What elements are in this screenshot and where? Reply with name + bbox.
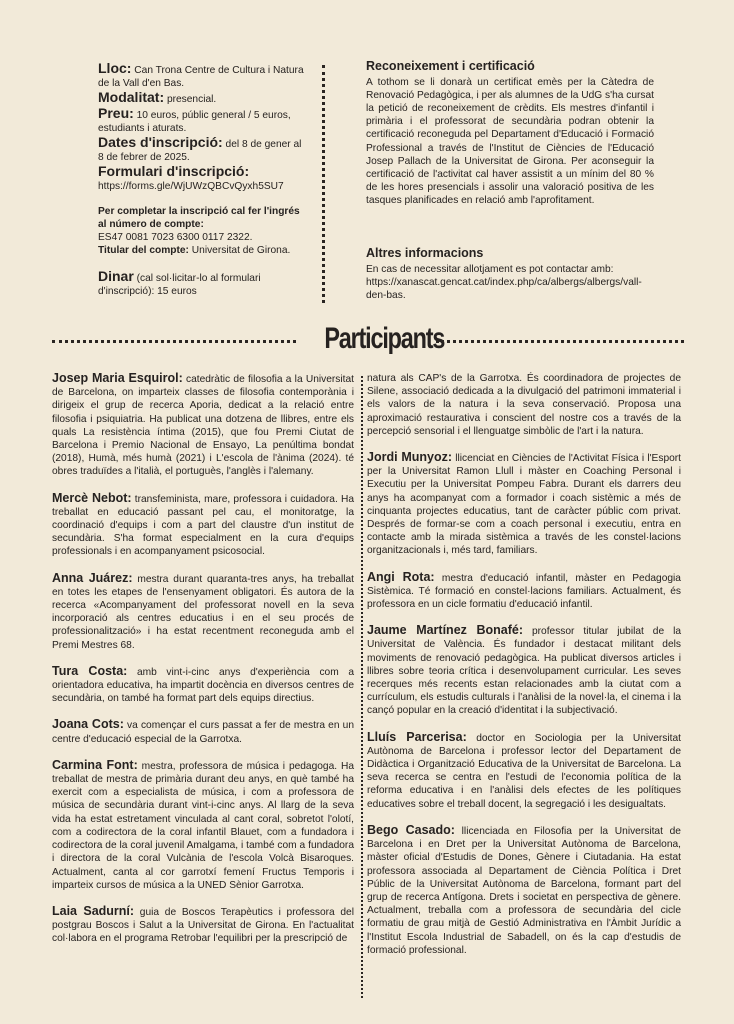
dotted-rule-right — [436, 340, 684, 343]
info-preu — [98, 107, 308, 135]
info-label: Dates d'inscripció: — [98, 134, 223, 150]
info-label: Lloc: — [98, 60, 132, 76]
participant-entry — [52, 665, 354, 706]
info-value: (cal sol·licitar-lo al formulari d'inscripció): 15 euros — [98, 273, 261, 297]
titular-label: Titular del compte: — [98, 245, 189, 256]
participant-name: Joana Cots: — [52, 717, 124, 732]
participant-name: Laia Sadurní: — [52, 903, 135, 918]
info-value: presencial. — [166, 94, 217, 105]
participant-entry — [52, 492, 354, 559]
participant-bio: mestra d'educació infantil, màster en Pedagogia Sistèmica. Té formació en constel·lacions familiars. Actualment, és professora en un cicle formatiu d'educació infantil. — [367, 572, 681, 611]
participants-left-column — [52, 372, 354, 959]
participant-entry — [52, 718, 354, 745]
participant-bio: mestra durant quaranta-tres anys, ha treballat en totes les etapes de l'ensenyament obligatori. És autora de la recerca «Acompanyament del professorat novell en la seva incorporació als centres educatius i en el seu procés de professionalització» i ha estat recentment reconeguda amb el Premi Mestres 68. — [52, 573, 354, 651]
info-dinar — [98, 270, 308, 298]
payment-line: Per completar la inscripció cal fer l'ingrés al número de compte: — [98, 206, 300, 230]
info-label: Formulari d'inscripció: — [98, 163, 250, 179]
info-label: Modalitat: — [98, 89, 165, 105]
certification-title: Reconeixement i certificació — [366, 59, 535, 73]
participant-name: Jaume Martínez Bonafé: — [367, 623, 524, 638]
participant-bio: catedràtic de filosofia a la Universitat de Barcelona, on imparteix classes de filosofia contemporània i dirigeix el grup de recerca Aporia, dedicat a la relació entre filosofia i psiquiatria. Ha publicat una dotzena de llibres, entre els quals La resistència íntima (2015), que fou Premi Ciutat de Barcelona i Premio Nacional de Ensayo, La penúltima bondat (2018), Humà, més humà (2021) i L'escola de l'ànima (2024). té obres traduïdes a l'italià, el portuguès, l'anglès i l'alemany. — [52, 374, 354, 478]
vertical-divider — [322, 65, 325, 303]
info-label: Dinar — [98, 268, 134, 284]
participant-entry — [52, 572, 354, 652]
participant-entry — [367, 824, 681, 957]
info-modalitat — [98, 91, 308, 106]
participant-entry — [52, 759, 354, 892]
column-divider — [361, 376, 363, 998]
participant-entry — [367, 372, 681, 438]
other-info — [366, 247, 654, 302]
participant-bio: amb vint-i-cinc anys d'experiència com a orientadora educativa, ha impartit docència en diversos centres de secundària, on també ha format part dels equips directius. — [52, 666, 354, 705]
participant-entry — [52, 372, 354, 479]
participant-name: Carmina Font: — [52, 757, 138, 772]
form-link[interactable]: https://forms.gle/WjUWzQBCvQyxh5SU7 — [98, 181, 284, 192]
participant-name: Bego Casado: — [367, 822, 455, 837]
dotted-rule-left — [52, 340, 296, 343]
titular-value: Universitat de Girona. — [191, 245, 291, 256]
info-value: Can Trona Centre de Cultura i Natura de la Vall d'en Bas. — [98, 65, 304, 89]
participant-name: Angi Rota: — [367, 569, 435, 584]
certification-text: A tothom se li donarà un certificat emès per la Càtedra de Renovació Pedagògica, i per als alumnes de la UdG s'ha cursat la petició de reconeixement de crèdits. Els mestres d'infantil i primària i el professorat de secundària podran obtenir la certificació reconeguda pel Departament d'Educació i Formació Professional a través de l'Institut de Ciències de l'Educació Josep Pallach de la Universitat de Girona. Per aconseguir la certificació de l'activitat cal haver assistit a un mínim del 80 % de les hores presencials i assolir una valoració positiva de les tasques planificades en relació amb l'aprofitament. — [366, 77, 654, 206]
info-block — [98, 62, 308, 298]
participant-name: Lluís Parcerisa: — [367, 729, 467, 744]
section-title: Participants — [324, 322, 445, 355]
participant-entry — [367, 451, 681, 558]
info-dates — [98, 136, 308, 164]
participant-entry — [367, 571, 681, 612]
participant-bio: transfeminista, mare, professora i cuidadora. Ha treballat en educació passant pel cau, el monitoratge, la coordinació d'equips i com a part del claustre d'un institut de secundària. S'ha format especialment en la cura d'equips professionals i en acompanyament psicosocial. — [52, 493, 354, 558]
info-value: del 8 de gener al 8 de febrer de 2025. — [98, 139, 302, 163]
participant-entry — [367, 731, 681, 811]
participant-bio: doctor en Sociologia per la Universitat Autònoma de Barcelona i professor lector del Departament de Didàctica i Organització Educativa de la Universitat de Barcelona. La seva recerca se centra en l'estudi de l'economia política de la reforma educativa i en l'anàlisi dels efectes de les polítiques educatives sobre el treball docent, la segregació i les desigualtats. — [367, 732, 681, 810]
participant-bio: mestra, professora de música i pedagoga. Ha treballat de mestra de primària durant deu anys, en què també ha exercit com a especialista de música, i com a professora de música de secundària durant vint-i-cinc anys. Al llarg de la seva vida ha estat estretament vinculada al cant coral, sobretot l'olotí, com a codirectora de la coral infantil Blauet, com a fundadora i codirectora de la coral juvenil Amalgama, i també com a fundadora i directora de la coral Vulcània de l'escola Volcà Bisaroques. Actualment, canta al cor garrotxí femení Fructus Temporis i imparteix cursos de música a la UNED Sènior Garrotxa. — [52, 760, 354, 891]
participant-bio: guia de Boscos Terapèutics i professora del postgrau Boscos i Salut a la Universitat de Girona. En l'actualitat col·labora en el programa Retrobar l'equilibri per la prescripció de — [52, 906, 354, 945]
participant-name: Tura Costa: — [52, 663, 128, 678]
certification-block — [366, 60, 654, 302]
participant-name: Mercè Nebot: — [52, 490, 132, 505]
participant-name: Jordi Munyoz: — [367, 450, 453, 465]
participant-bio: va començar el curs passat a fer de mestra en un centre d'educació especial de la Garrotxa. — [52, 720, 354, 745]
info-value: 10 euros, públic general / 5 euros, estudiants i aturats. — [98, 110, 291, 134]
payment-info — [98, 205, 308, 257]
participant-bio: llicenciat en Ciències de l'Activitat Física i l'Esport per la Universitat Ramon Llull i màster en Coaching Personal i Executiu per la Universitat Pompeu Fabra. Durant els darrers deu anys ha acompanyat com a formador i coach sistèmic a més de cinquanta projectes educatius, tant de caràcter públic com privat. Després de formar-se com a coach personal i executiu, entra en contacte amb la mirada sistèmica a través de les constel·lacions organitzacionals i, més tard, familiars. — [367, 453, 681, 557]
info-lloc — [98, 62, 308, 90]
participant-bio: professor titular jubilat de la Universitat de València. És fundador i destacat militant dels moviments de renovació pedagògica. Ha publicat diversos articles i llibres sobre teoria crítica i desenvolupament curricular. Les seves recerques més recents estan relacionades amb la ciutat com a currículum, els estudis culturals i l'anàlisi de la novel·la, el cinema i la cançó popular en la creació d'identitat i la subjectivació. — [367, 626, 682, 717]
participant-bio: llicenciada en Filosofia per la Universitat de Barcelona i en Dret per la Universitat Autònoma de Barcelona, màster oficial d'Estudis de Dones, Gènere i Ciutadania. Ha estat professora associada al Departament de Ciència Política i Dret Públic de la Universitat Autònoma de Barcelona, formant part del grup de recerca Antígona. Drets i societat en perspectiva de gènere. Actualment, treballa com a professora de secundària del cicle formatiu de grau mitjà de Gestió Administrativa en l'Àmbit Jurídic a l'Institut Escola Industrial de Sabadell, on és la cap d'estudis de formació professional. — [367, 825, 681, 956]
participant-entry — [367, 624, 681, 717]
participant-name: Josep Maria Esquirol: — [52, 371, 183, 385]
account-number: ES47 0081 7023 6300 0117 2322. — [98, 232, 253, 243]
participant-bio: natura als CAP's de la Garrotxa. És coordinadora de projectes de Silene, associació dedicada a la divulgació del patrimoni immaterial i els valors de la natura i la seva conservació. Proposa una aproximació restaurativa i conscient del nostre cos a través de la percepció sensorial i el llenguatge simbòlic de l'art i la natura. — [367, 373, 681, 437]
section-header — [52, 320, 684, 360]
participant-entry — [52, 905, 354, 946]
info-label: Preu: — [98, 105, 134, 121]
participant-name: Anna Juárez: — [52, 570, 133, 585]
other-info-title: Altres informacions — [366, 246, 484, 261]
info-formulari — [98, 165, 308, 193]
participants-right-column — [367, 372, 681, 970]
other-info-text: En cas de necessitar allotjament es pot contactar amb: https://xanascat.gencat.cat/index.php/ca/albergs/albergs/vall-den-bas. — [366, 264, 642, 302]
